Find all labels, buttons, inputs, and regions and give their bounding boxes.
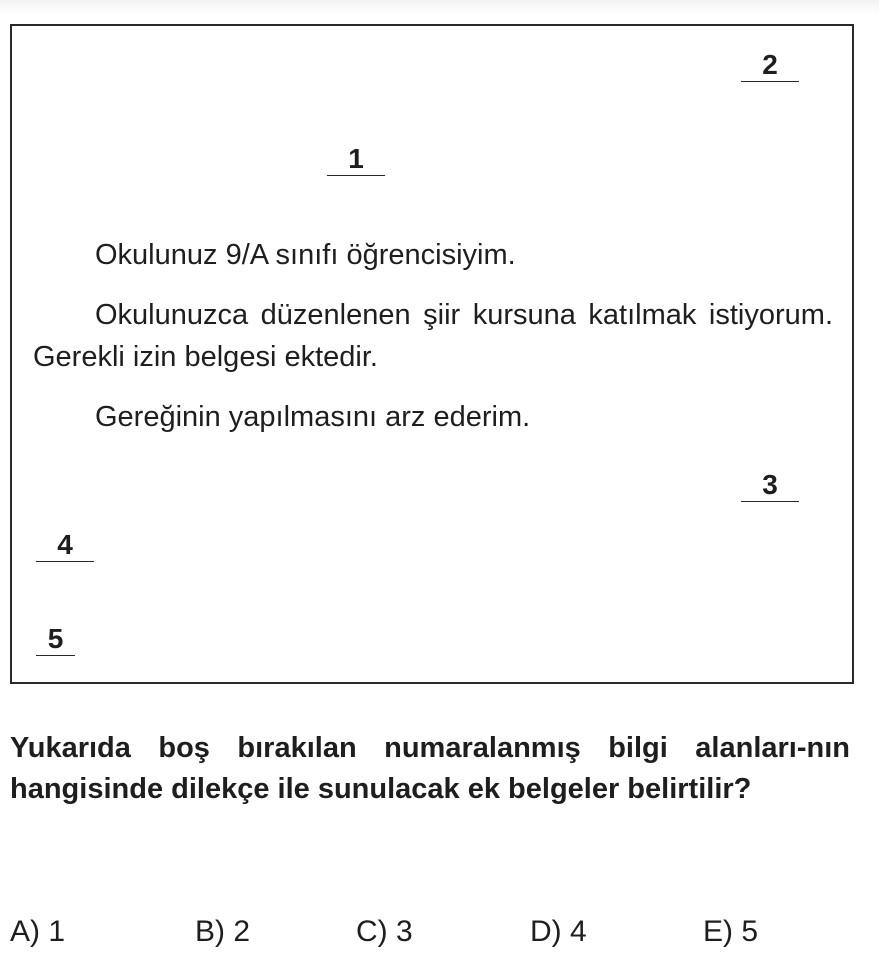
petition-paragraph-3: Gereğinin yapılmasını arz ederim. [95, 401, 531, 433]
option-c[interactable]: C) 3 [356, 915, 413, 948]
petition-paragraph-2: Okulunuzca düzenlenen şiir kursuna katılmak istiyorum. Gerekli izin belgesi ektedir. [33, 299, 833, 373]
question-text: Yukarıda boş bırakılan numaralanmış bilgi alanları-nın hangisinde dilekçe ile sunulacak ek belgeler belirtilir? [10, 732, 850, 805]
option-a[interactable]: A) 1 [10, 915, 66, 948]
petition-box [10, 24, 854, 684]
petition-paragraph-1: Okulunuz 9/A sınıfı öğrencisiyim. [95, 239, 516, 271]
blank-field-2: 2 [741, 49, 799, 82]
option-e[interactable]: E) 5 [703, 915, 759, 948]
blank-field-5: 5 [36, 623, 75, 656]
top-shade [0, 0, 879, 14]
option-b[interactable]: B) 2 [195, 915, 251, 948]
answer-options [10, 912, 870, 952]
petition-body [33, 234, 833, 438]
blank-field-4: 4 [36, 529, 94, 562]
blank-field-3: 3 [741, 469, 799, 502]
option-d[interactable]: D) 4 [530, 915, 587, 948]
blank-field-1: 1 [327, 143, 385, 176]
